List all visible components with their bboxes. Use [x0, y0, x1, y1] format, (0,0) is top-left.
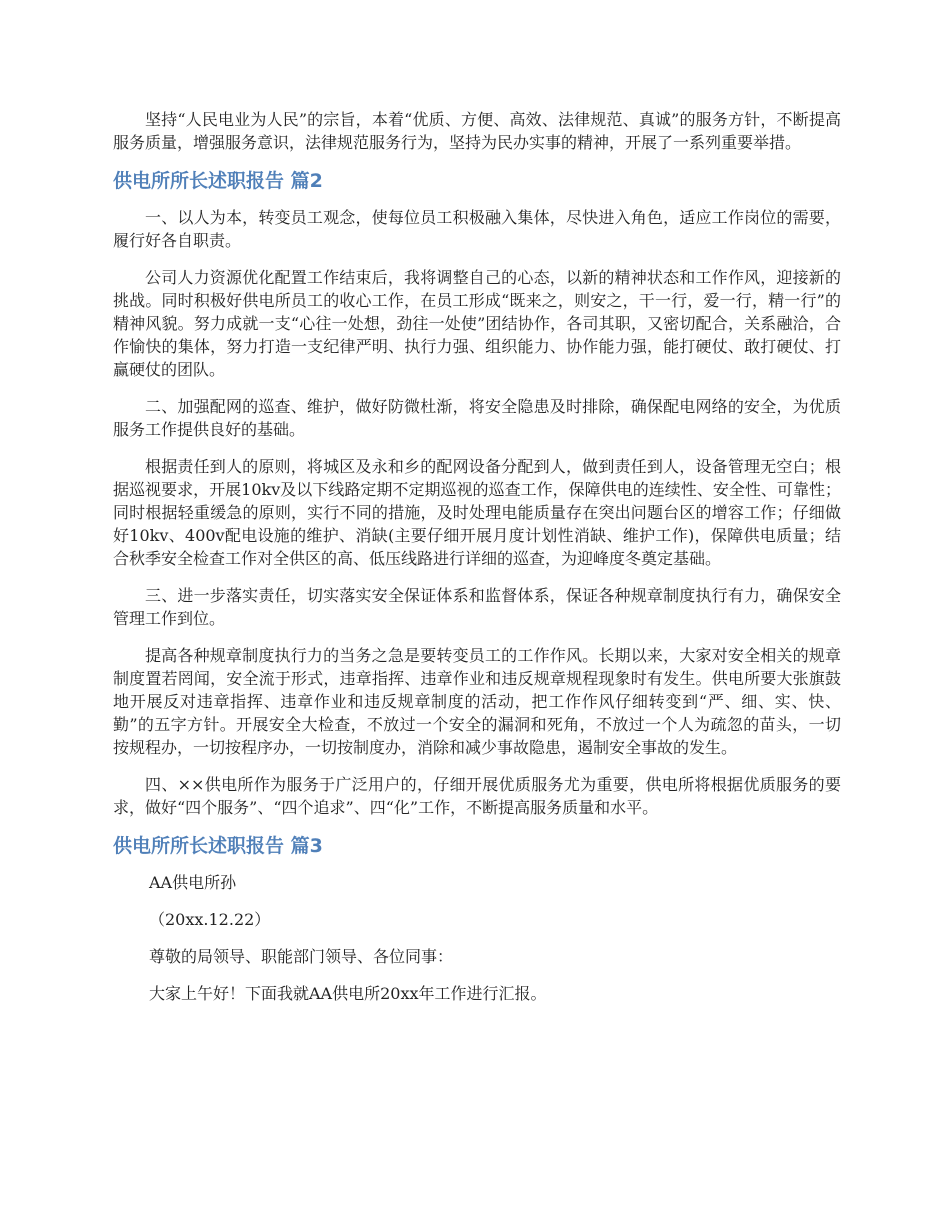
section3-opening: 大家上午好！下面我就AA供电所20xx年工作进行汇报。 [149, 984, 547, 1003]
section2-paragraph-5: 三、进一步落实责任，切实落实安全保证体系和监督体系，保证各种规章制度执行有力，确保安全管理工作到位。 [113, 586, 841, 628]
section2-paragraph-6: 提高各种规章制度执行力的当务之急是要转变员工的工作作风。长期以来，大家对安全相关的规章制度置若罔闻，安全流于形式，违章指挥、违章作业和违反规章规程现象时有发生。供电所要大张旗鼓地开展反对违章指挥、违章作业和违反规章制度的活动，把工作作风仔细转变到“严、细、实、快、勤”的五字方针。开展安全大检查，不放过一个安全的漏洞和死角，不放过一个人为疏忽的苗头，一切按规程办，一切按程序办，一切按制度办，消除和减少事故隐患，遏制安全事故的发生。 [113, 646, 841, 757]
section2-paragraph-2: 公司人力资源优化配置工作结束后，我将调整自己的心态，以新的精神状态和工作作风，迎接新的挑战。同时积极好供电所员工的收心工作，在员工形成“既来之，则安之，干一行，爱一行，精一行”的精神风貌。努力成就一支“心往一处想，劲往一处使”团结协作，各司其职，又密切配合，关系融洽，合作愉快的集体，努力打造一支纪律严明、执行力强、组织能力、协作能力强，能打硬仗、敢打硬仗、打赢硬仗的团队。 [113, 268, 841, 379]
section-heading-3: 供电所所长述职报告 篇3 [113, 835, 323, 857]
intro-paragraph: 坚持“人民电业为人民”的宗旨，本着“优质、方便、高效、法律规范、真诚”的服务方针，不断提高服务质量，增强服务意识，法律规范服务行为，坚持为民办实事的精神，开展了一系列重要举措。 [113, 110, 841, 152]
section2-paragraph-3: 二、加强配网的巡查、维护，做好防微杜渐，将安全隐患及时排除，确保配电网络的安全，为优质服务工作提供良好的基础。 [113, 397, 841, 439]
section3-salutation: 尊敬的局领导、职能部门领导、各位同事： [149, 947, 454, 966]
document-page [113, 108, 841, 1019]
section3-date-line: （20xx.12.22） [149, 910, 271, 929]
section2-paragraph-1: 一、以人为本，转变员工观念，使每位员工积极融入集体，尽快进入角色，适应工作岗位的需要，履行好各自职责。 [113, 208, 841, 250]
section-heading-2: 供电所所长述职报告 篇2 [113, 170, 323, 192]
section3-author-line: AA供电所孙 [149, 873, 237, 892]
section2-paragraph-4: 根据责任到人的原则，将城区及永和乡的配网设备分配到人，做到责任到人，设备管理无空白；根据巡视要求，开展10kv及以下线路定期不定期巡视的巡查工作，保障供电的连续性、安全性、可靠性；同时根据轻重缓急的原则，实行不同的措施，及时处理电能质量存在突出问题台区的增容工作；仔细做好10kv、400v配电设施的维护、消缺(主要仔细开展月度计划性消缺、维护工作)，保障供电质量；结合秋季安全检查工作对全供区的高、低压线路进行详细的巡查，为迎峰度冬奠定基础。 [113, 457, 841, 568]
section2-paragraph-7: 四、××供电所作为服务于广泛用户的，仔细开展优质服务尤为重要，供电所将根据优质服务的要求，做好“四个服务”、“四个追求”、四“化”工作，不断提高服务质量和水平。 [113, 775, 841, 817]
